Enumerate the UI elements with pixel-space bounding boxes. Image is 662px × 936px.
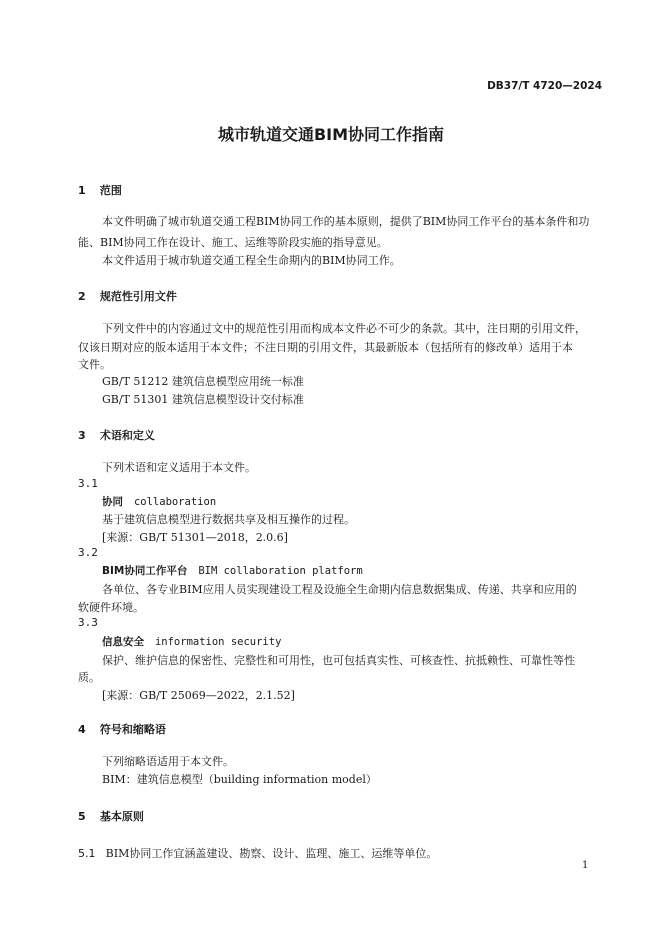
term-number: 3.1 <box>78 477 98 490</box>
paragraph: 下列缩略语适用于本文件。 <box>102 755 234 768</box>
paragraph: 本文件适用于城市轨道交通工程全生命期内的BIM协同工作。 <box>102 254 401 267</box>
term-definition: 基于建筑信息模型进行数据共享及相互操作的过程。 <box>102 513 355 526</box>
term-source: [来源：GB/T 25069—2022，2.1.52] <box>102 689 295 702</box>
section-number: 3 <box>78 429 86 442</box>
clause <box>78 842 437 861</box>
section-number: 2 <box>78 290 86 303</box>
term-en: collaboration <box>133 496 217 508</box>
section-4-heading <box>78 721 166 737</box>
doc-code: DB37/T 4720—2024 <box>487 80 602 92</box>
paragraph: 仅该日期对应的版本适用于本文件；不注日期的引用文件，其最新版本（包括所有的修改单）适用于本 <box>78 341 573 354</box>
abbreviation: BIM：建筑信息模型（building information model） <box>102 773 377 786</box>
section-number: 4 <box>78 723 86 736</box>
section-number: 1 <box>78 184 86 197</box>
paragraph: 下列术语和定义适用于本文件。 <box>102 461 256 474</box>
term-cn: BIM协同工作平台 <box>102 565 188 577</box>
paragraph: 文件。 <box>78 358 111 371</box>
term-definition: 保护、维护信息的保密性、完整性和可用性，也可包括真实性、可核查性、抗抵赖性、可靠性等性 <box>102 654 575 667</box>
section-title: 规范性引用文件 <box>99 290 177 303</box>
term-definition: 质。 <box>78 671 100 684</box>
term-cn: 信息安全 <box>102 636 144 648</box>
section-2-heading <box>78 288 177 304</box>
term-heading <box>102 634 281 649</box>
term-heading <box>102 494 216 509</box>
paragraph: 本文件明确了城市轨道交通工程BIM协同工作的基本原则，提供了BIM协同工作平台的基本条件和功 <box>102 215 590 228</box>
term-en: information security <box>154 636 282 648</box>
section-title: 范围 <box>99 184 122 197</box>
term-definition: 各单位、各专业BIM应用人员实现建设工程及设施全生命期内信息数据集成、传递、共享和应用的 <box>102 583 577 596</box>
section-title: 基本原则 <box>99 810 144 823</box>
normative-reference: GB/T 51212 建筑信息模型应用统一标准 <box>102 375 304 388</box>
clause-number: 5.1 <box>78 847 96 860</box>
section-1-heading <box>78 182 122 198</box>
section-5-heading <box>78 808 144 824</box>
term-heading <box>102 563 363 578</box>
page-title: 城市轨道交通BIM协同工作指南 <box>217 125 445 144</box>
term-number: 3.2 <box>78 546 98 559</box>
term-source: [来源：GB/T 51301—2018，2.0.6] <box>102 531 288 544</box>
section-title: 术语和定义 <box>99 429 155 442</box>
section-3-heading <box>78 427 155 443</box>
term-en: BIM collaboration platform <box>198 565 363 577</box>
term-cn: 协同 <box>102 496 123 508</box>
term-definition: 软硬件环境。 <box>78 601 144 614</box>
section-title: 符号和缩略语 <box>99 723 166 736</box>
paragraph: 能、BIM协同工作在设计、施工、运维等阶段实施的指导意见。 <box>78 236 388 249</box>
paragraph: 下列文件中的内容通过文中的规范性引用而构成本文件必不可少的条款。其中，注日期的引用文件， <box>102 322 586 335</box>
normative-reference: GB/T 51301 建筑信息模型设计交付标准 <box>102 393 304 406</box>
term-number: 3.3 <box>78 616 98 629</box>
section-number: 5 <box>78 810 86 823</box>
clause-text: BIM协同工作宜涵盖建设、勘察、设计、监理、施工、运维等单位。 <box>105 847 438 860</box>
page-number: 1 <box>582 860 589 871</box>
